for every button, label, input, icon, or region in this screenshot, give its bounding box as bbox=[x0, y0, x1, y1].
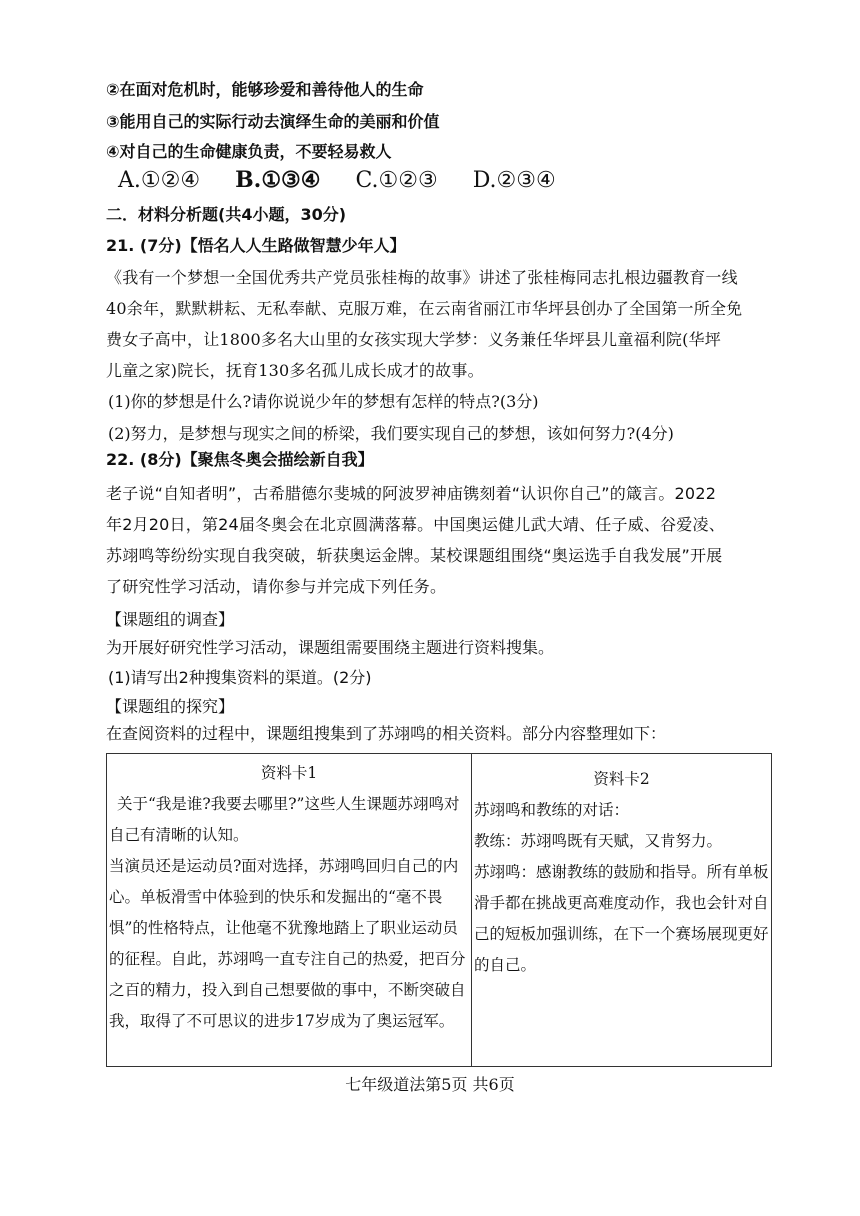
card-1-title: 资料卡1 bbox=[260, 764, 318, 782]
q22-material-line: 年2月20日，第24届冬奥会在北京圆满落幕。中国奥运健儿武大靖、任子威、谷爱凌、 bbox=[106, 515, 725, 534]
q22-sub1: (1)请写出2种搜集资料的渠道。(2分) bbox=[108, 668, 372, 687]
card-2-title: 资料卡2 bbox=[593, 770, 650, 788]
q21-material-line: 40余年，默默耕耘、无私奉献、克服万难，在云南省丽江市华坪县创办了全国第一所全免 bbox=[106, 299, 743, 318]
card-2 bbox=[472, 754, 772, 1067]
statement-2: ②在面对危机时，能够珍爱和善待他人的生命 bbox=[106, 80, 424, 99]
q21-material bbox=[106, 262, 774, 386]
q22-material-line: 了研究性学习活动，请你参与并完成下列任务。 bbox=[106, 577, 447, 596]
statement-4: ④对自己的生命健康负责，不要轻易救人 bbox=[106, 142, 392, 161]
q22-material-line: 老子说“自知者明”，古希腊德尔斐城的阿波罗神庙镌刻着“认识你自己”的箴言。2022 bbox=[106, 484, 717, 503]
option-d: D.②③④ bbox=[472, 168, 556, 193]
material-cards-table bbox=[106, 753, 772, 1067]
q21-sub1: (1)你的梦想是什么?请你说说少年的梦想有怎样的特点?(3分) bbox=[108, 392, 539, 411]
card-2-paragraph: 苏翊鸣和教练的对话： bbox=[474, 801, 630, 819]
card-2-paragraph: 苏翊鸣：感谢教练的鼓励和指导。所有单板滑手都在挑战更高难度动作，我也会针对自己的短板加强训练，在下一个赛场展现更好的自己。 bbox=[474, 863, 769, 974]
q22-material bbox=[106, 478, 774, 602]
q21-sub2: (2)努力，是梦想与现实之间的桥梁，我们要实现自己的梦想，该如何努力?(4分) bbox=[108, 424, 674, 443]
card-2-paragraph: 教练：苏翊鸣既有天赋，又肯努力。 bbox=[474, 832, 723, 850]
q21-material-line: 费女子高中，让1800多名大山里的女孩实现大学梦：义务兼任华坪县儿童福利院(华坪 bbox=[106, 330, 721, 349]
q22-material-line: 苏翊鸣等纷纷实现自我突破，斩获奥运金牌。某校课题组围绕“奥运选手自我发展”开展 bbox=[106, 546, 723, 565]
q21-material-line: 儿童之家)院长，抚育130多名孤儿成长成才的故事。 bbox=[106, 361, 484, 380]
answer-options bbox=[118, 167, 584, 194]
survey-heading: 【课题组的调查】 bbox=[106, 610, 235, 629]
option-b: B.①③④ bbox=[235, 167, 321, 193]
explore-text: 在查阅资料的过程中，课题组搜集到了苏翊鸣的相关资料。部分内容整理如下： bbox=[106, 724, 667, 743]
q21-material-line: 《我有一个梦想一全国优秀共产党员张桂梅的故事》讲述了张桂梅同志扎根边疆教育一线 bbox=[106, 268, 738, 287]
card-1 bbox=[107, 754, 472, 1067]
explore-heading: 【课题组的探究】 bbox=[106, 697, 235, 716]
statement-3: ③能用自己的实际行动去演绎生命的美丽和价值 bbox=[106, 112, 440, 131]
q22-heading: 22. (8分)【聚焦冬奥会描绘新自我】 bbox=[106, 450, 374, 469]
page-footer: 七年级道法第5页 共6页 bbox=[345, 1075, 515, 1094]
survey-text: 为开展好研究性学习活动，课题组需要围绕主题进行资料搜集。 bbox=[106, 638, 555, 657]
section-heading: 二．材料分析题(共4小题，30分) bbox=[106, 205, 347, 224]
option-c: C.①②③ bbox=[355, 168, 438, 193]
card-1-paragraph: 当演员还是运动员?面对选择，苏翊鸣回归自己的内心。单板滑雪中体验到的快乐和发掘出的“毫不畏惧”的性格特点，让他毫不犹豫地踏上了职业运动员的征程。自此，苏翊鸣一直专注自己的热爱，把百分之百的精力，投入到自己想要做的事中，不断突破自我，取得了不可思议的进步17岁成为了奥运冠军。 bbox=[109, 857, 466, 1030]
q21-heading: 21. (7分)【悟名人人生路做智慧少年人】 bbox=[106, 236, 406, 255]
card-1-paragraph: 关于“我是谁?我要去哪里?”这些人生课题苏翊鸣对自己有清晰的认知。 bbox=[109, 795, 460, 844]
option-a: A.①②④ bbox=[118, 168, 201, 193]
